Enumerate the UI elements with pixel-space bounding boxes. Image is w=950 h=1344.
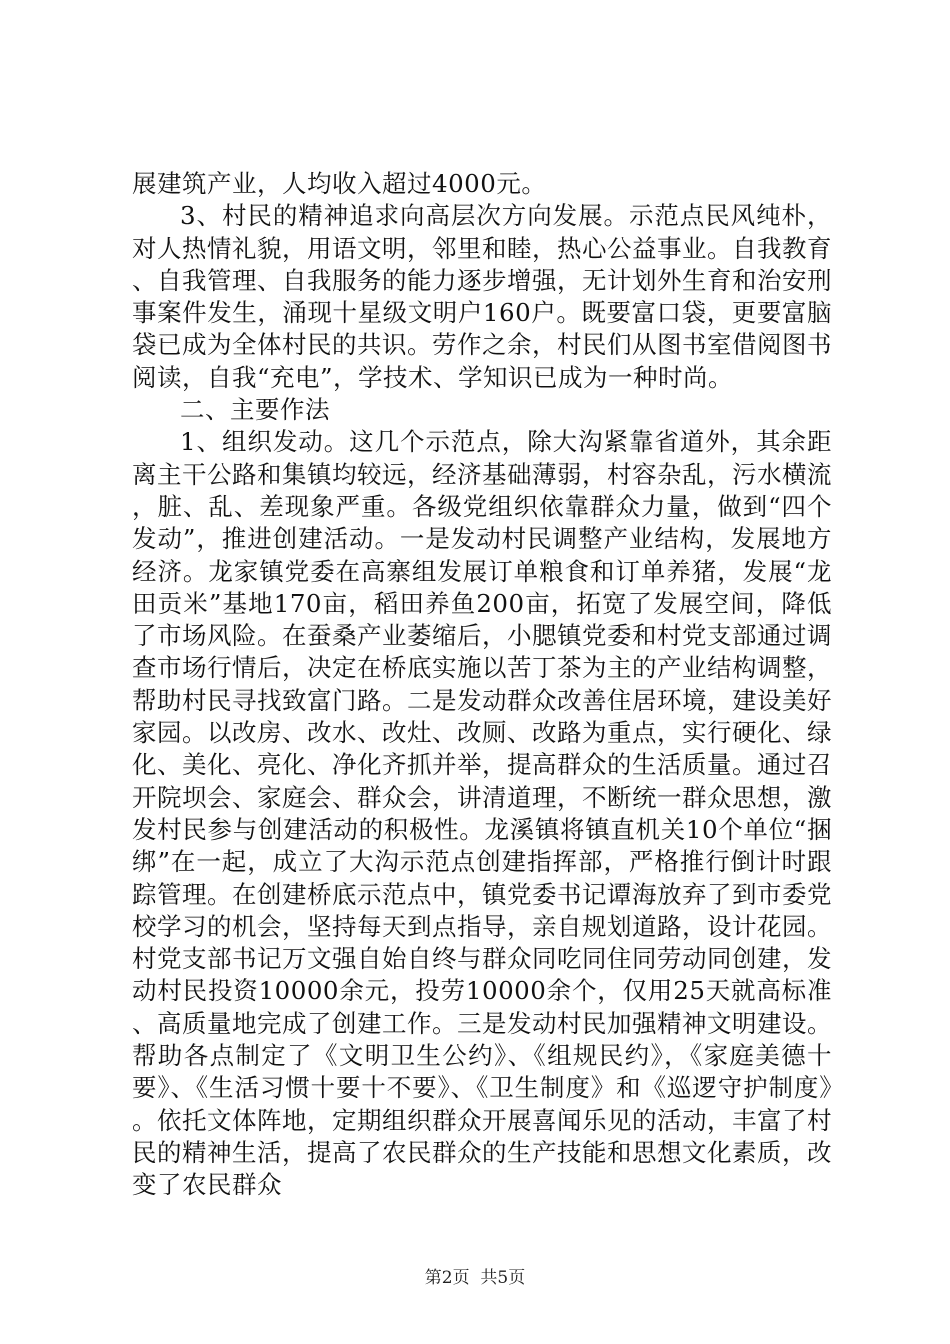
section-heading-main-practices: 二、主要作法 bbox=[180, 395, 330, 425]
paragraph-spiritual-pursuit: 3、村民的精神追求向高层次方向发展。示范点民风纯朴，对人热情礼貌，用语文明，邻里和睦，热心公益事业。自我教育、自我管理、自我服务的能力逐步增强，无计划外生育和治安刑事案件发生，涌现十星级文明户160户。既要富口袋，更要富脑袋已成为全体村民的共识。劳作之余，村民们从图书室借阅图书阅读，自我“充电”，学技术、学知识已成为一种时尚。 bbox=[132, 201, 832, 392]
paragraph-continuation: 展建筑产业，人均收入超过4000元。 bbox=[132, 169, 547, 198]
document-body bbox=[132, 168, 832, 1202]
paragraph-organize-mobilize: 1、组织发动。这几个示范点，除大沟紧靠省道外，其余距离主干公路和集镇均较远，经济基础薄弱，村容杂乱，污水横流，脏、乱、差现象严重。各级党组织依靠群众力量，做到“四个发动”，推进创建活动。一是发动村民调整产业结构，发展地方经济。龙家镇党委在高寨组发展订单粮食和订单养猪，发展“龙田贡米”基地170亩，稻田养鱼200亩，拓宽了发展空间，降低了市场风险。在蚕桑产业萎缩后，小腮镇党委和村党支部通过调查市场行情后，决定在桥底实施以苦丁茶为主的产业结构调整，帮助村民寻找致富门路。二是发动群众改善住居环境，建设美好家园。以改房、改水、改灶、改厕、改路为重点，实行硬化、绿化、美化、亮化、净化齐抓并举，提高群众的生活质量。通过召开院坝会、家庭会、群众会，讲清道理，不断统一群众思想，激发村民参与创建活动的积极性。龙溪镇将镇直机关10个单位“捆绑”在一起，成立了大沟示范点创建指挥部，严格推行倒计时跟踪管理。在创建桥底示范点中，镇党委书记谭海放弃了到市委党校学习的机会，坚持每天到点指导，亲自规划道路，设计花园。村党支部书记万文强自始自终与群众同吃同住同劳动同创建，发动村民投资10000余元，投劳10000余个，仅用25天就高标准、高质量地完成了创建工作。三是发动村民加强精神文明建设。帮助各点制定了《文明卫生公约》、《组规民约》，《家庭美德十要》、《生活习惯十要十不要》、《卫生制度》和《巡逻守护制度》。依托文体阵地，定期组织群众开展喜闻乐见的活动，丰富了村民的精神生活，提高了农民群众的生产技能和思想文化素质，改变了农民群众 bbox=[132, 427, 832, 1200]
page-footer: 第2页 共5页 bbox=[424, 1268, 526, 1288]
